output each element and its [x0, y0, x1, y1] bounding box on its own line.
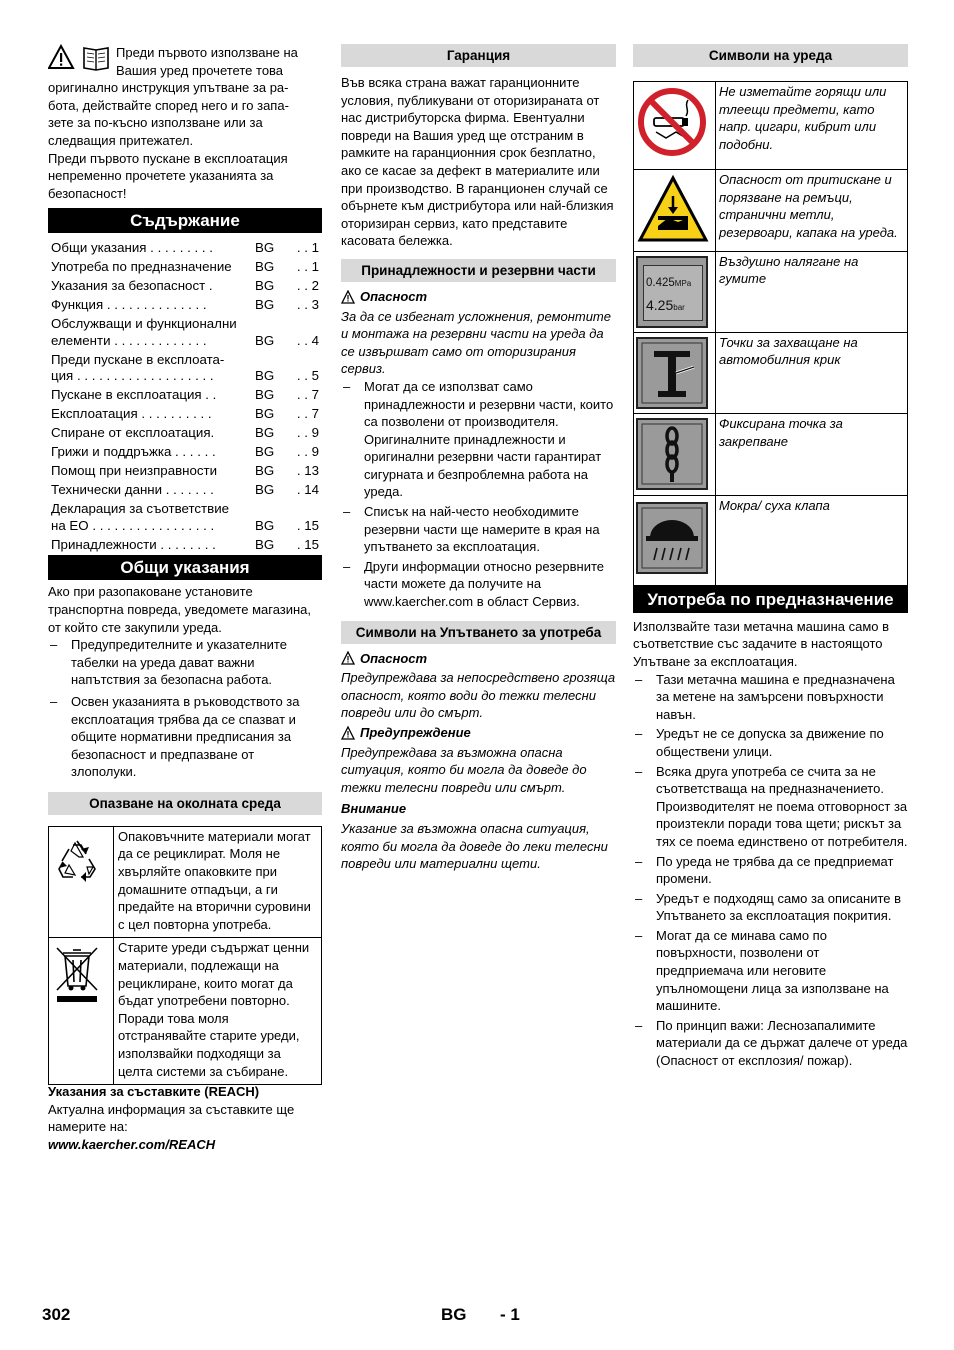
- intro-line: следващия притежател.: [48, 132, 194, 148]
- toc-entry-lang: BG: [255, 387, 275, 403]
- symbol-description: Не изметайте горящи или тлеещи предмети, като напр. цигари, кибрит или подобни.: [716, 82, 908, 170]
- toc-entry-page: [288, 314, 322, 333]
- column-2: [341, 44, 616, 873]
- intro-line: Преди първото използване на: [116, 45, 298, 60]
- toc-entry-lang: [252, 314, 288, 333]
- toc-entry-page: . . 2: [296, 278, 319, 294]
- list-item: – Могат да се минава само по повърхности, позволени от предприемача или неговите упълномощени лица за използване на машините.: [633, 927, 908, 1015]
- warning-label-text: Предупреждение: [360, 725, 471, 740]
- table-row: [49, 938, 322, 1085]
- toc-entry-page: [288, 499, 322, 518]
- read-manual-icons: [48, 44, 112, 74]
- toc-entry-page: . . 4: [296, 332, 319, 348]
- toc-entry-page: . . 9: [296, 425, 319, 441]
- toc-row[interactable]: [48, 240, 322, 257]
- intro-line: зете за по-късно използване или за: [48, 115, 263, 131]
- danger-label: [341, 650, 616, 668]
- toc-row[interactable]: [48, 404, 322, 423]
- toc-entry-title: Помощ при неизправности: [51, 463, 218, 479]
- toc-entry-lang: BG: [255, 406, 275, 422]
- toc-entry-page: . . 7: [296, 387, 319, 403]
- toc-entry-page: . 15: [296, 517, 319, 533]
- wet-dry-flap-icon: [636, 502, 708, 574]
- toc-entry-title: Преди пускане в експлоата-: [51, 351, 225, 367]
- symbol-description: Мокра/ суха клапа: [716, 495, 908, 585]
- manual-book-icon: [84, 48, 108, 70]
- table-row: [634, 251, 908, 332]
- symbol-description: Точки за захващане на автомобилния крик: [716, 332, 908, 414]
- list-item: – По принцип важи: Леснозапалимите материали да се държат далече от уреда (Опасност от експлозия/ пожар).: [633, 1017, 908, 1070]
- warning-triangle-icon: [341, 651, 355, 665]
- column-3: [633, 44, 908, 1070]
- toc-entry-lang: BG: [255, 297, 275, 313]
- toc-row[interactable]: [48, 442, 322, 461]
- footer-language: BG: [441, 1305, 467, 1324]
- list-item: – По уреда не трябва да се предприемат промени.: [633, 853, 908, 888]
- warning-label: [341, 724, 616, 742]
- toc-entry-lang: BG: [255, 259, 275, 275]
- crossed-bin-icon: [53, 944, 101, 1008]
- toc-entry-page: . . 7: [296, 406, 319, 422]
- toc-entry-page: . . 1: [296, 240, 319, 256]
- toc-entry-page: . . 3: [296, 297, 319, 313]
- list-item: – Други информации относно резервните части можете да получите на www.kaercher.com в област Сервиз.: [341, 558, 616, 611]
- toc-row[interactable]: [48, 349, 322, 368]
- toc-entry-page: . . 9: [296, 444, 319, 460]
- toc-entry-lang: BG: [255, 425, 275, 441]
- recycle-icon: [53, 837, 101, 885]
- toc-row[interactable]: [48, 461, 322, 480]
- accessories-heading: Принадлежности и резервни части: [341, 259, 616, 282]
- toc-entry-title: Технически данни . . . . . . .: [51, 482, 214, 498]
- warning-triangle-icon: [341, 290, 355, 304]
- toc-entry-title: Принадлежности . . . . . . . .: [51, 536, 216, 552]
- table-of-contents: [48, 240, 322, 553]
- intended-use-heading: Употреба по предназначение: [633, 586, 908, 613]
- toc-entry-title: Пускане в експлоатация . .: [51, 387, 217, 403]
- symbol-description: Фиксирана точка за закрепване: [716, 414, 908, 496]
- intended-use-text: Използвайте тази метачна машина само в съответствие със задачите в настоящото Упътване за експлоатация.: [633, 618, 890, 669]
- intro-line: бота, действайте според него и го запа-: [48, 97, 289, 113]
- toc-entry-page: . . 1: [296, 259, 319, 275]
- reach-text: Актуална информация за съставките ще намерите на:: [48, 1101, 295, 1135]
- warning-triangle-icon: [341, 726, 355, 740]
- danger-text: Предупреждава за непосредствено грозяща опасност, която води до тежки телесни повреди или до смърт.: [341, 670, 616, 721]
- toc-entry-lang: [252, 349, 288, 368]
- symbol-description: Въздушно налягане на гумите: [716, 251, 908, 332]
- toc-row[interactable]: [48, 368, 322, 385]
- tie-down-point-icon: [636, 418, 708, 490]
- crush-hazard-icon: [636, 174, 710, 246]
- environment-text: Старите уреди съдържат ценни материали, подлежащи на рециклиране, които могат да бъдат употребени повторно. Поради това моля отстранявайте старите уреди, използвайки подходящи за целта системи за събиране.: [114, 938, 322, 1085]
- tyre-pressure-icon: [636, 256, 708, 328]
- toc-entry-page: [288, 349, 322, 368]
- toc-entry-lang: BG: [255, 332, 275, 348]
- intro-block: [48, 44, 322, 79]
- toc-entry-lang: BG: [255, 536, 275, 552]
- warranty-heading: Гаранция: [341, 44, 616, 67]
- reach-link[interactable]: www.kaercher.com/REACH: [48, 1136, 216, 1152]
- list-item: – Уредът е подходящ само за описаните в Упътването за експлоатация покрития.: [633, 890, 908, 925]
- symbol-description: Опасност от притискане и порязване на ремъци, странични метли, резервоари, капака на уреда.: [716, 170, 908, 252]
- list-item: – Уредът не се допуска за движение по обществени улици.: [633, 725, 908, 760]
- toc-row[interactable]: [48, 257, 322, 276]
- gauge-bar-value: 4.25: [646, 296, 674, 313]
- toc-entry-lang: BG: [255, 517, 275, 533]
- intro-line: Вашия уред прочетете това: [116, 62, 284, 78]
- toc-entry-lang: BG: [255, 240, 275, 256]
- toc-heading: Съдържание: [48, 208, 322, 233]
- toc-entry-title: Указания за безопасност .: [51, 278, 213, 294]
- toc-entry-page: . . 5: [296, 368, 319, 384]
- intro-line: оригинално инструкция упътване за ра-: [48, 80, 289, 96]
- gauge-bar-unit: bar: [673, 302, 685, 312]
- toc-row[interactable]: [48, 518, 322, 535]
- toc-row[interactable]: [48, 276, 322, 295]
- list-item: – Списък на най-често необходимите резервни части ще намерите в края на упътването за експлоатация.: [341, 503, 616, 556]
- toc-entry-title: Общи указания . . . . . . . . .: [51, 240, 213, 256]
- table-row: [634, 332, 908, 414]
- danger-label: [341, 288, 616, 306]
- toc-entry-title: Функция . . . . . . . . . . . . . .: [51, 297, 207, 313]
- column-1: [48, 44, 322, 1154]
- toc-entry-page: . 13: [296, 463, 319, 479]
- environment-table: [48, 826, 322, 1085]
- toc-row[interactable]: [48, 534, 322, 553]
- caution-label: Внимание: [341, 801, 407, 817]
- toc-row[interactable]: [48, 333, 322, 350]
- toc-entry-page: . 14: [296, 482, 319, 498]
- table-row: [634, 495, 908, 585]
- list-item: – Могат да се използват само принадлежности и резервни части, които са позволени от производителя. Оригиналните принадлежности и оригинални резервни части гарантират сигурната и безпроблемна работа на уреда.: [341, 378, 616, 501]
- toc-entry-title: Експлоатация . . . . . . . . . .: [51, 406, 212, 422]
- accessories-danger-text: За да се избегнат усложнения, ремонтите и монтажа на резервни части на уреда да се извършват само от оторизирания сервиз.: [341, 308, 611, 377]
- gauge-mpa-value: 0.425: [646, 276, 675, 289]
- table-row: [634, 170, 908, 252]
- no-burning-objects-icon: [636, 86, 708, 158]
- warning-triangle-icon: [48, 44, 112, 72]
- toc-entry-title: Грижи и поддръжка . . . . . .: [51, 444, 216, 460]
- toc-entry-lang: BG: [255, 482, 275, 498]
- table-row: [634, 414, 908, 496]
- device-symbols-heading: Символи на уреда: [633, 44, 908, 67]
- danger-label-text: Опасност: [360, 650, 428, 666]
- danger-label-text: Опасност: [360, 288, 428, 304]
- toc-row[interactable]: [48, 480, 322, 499]
- toc-row[interactable]: [48, 314, 322, 333]
- list-item: – Освен указанията в ръководството за експлоатация трябва да се спазват и общите нормативни предписания за безопасност и предпазване от злополуки.: [48, 693, 322, 781]
- environment-text: Опаковъчните материали могат да се рециклират. Моля не хвърляйте опаковките при домашните отпадъци, а ги предайте на вторични суровини с цел повторна употреба.: [114, 826, 322, 938]
- toc-row[interactable]: [48, 499, 322, 518]
- gauge-mpa-unit: MPa: [674, 278, 692, 288]
- toc-row[interactable]: [48, 423, 322, 442]
- toc-entry-lang: BG: [255, 463, 275, 479]
- intro-safety-text: Преди първото пускане в експлоатация непременно прочетете указанията за безопасност!: [48, 150, 288, 201]
- general-paragraph: Ако при разопаковане установите транспортна повреда, уведомете магазина, от който сте закупили уреда.: [48, 584, 312, 635]
- table-row: [634, 82, 908, 170]
- toc-entry-title: елементи . . . . . . . . . . . . .: [51, 332, 207, 348]
- toc-row[interactable]: [48, 385, 322, 404]
- toc-row[interactable]: [48, 295, 322, 314]
- toc-entry-lang: BG: [255, 278, 275, 294]
- toc-entry-lang: [252, 499, 288, 518]
- jack-point-icon: [636, 337, 708, 409]
- toc-entry-page: . 15: [296, 536, 319, 552]
- toc-entry-title: на ЕО . . . . . . . . . . . . . . . . .: [51, 517, 215, 533]
- device-symbols-table: [633, 81, 908, 586]
- toc-entry-lang: BG: [255, 368, 275, 384]
- warranty-text: Във всяка страна важат гаранционните условия, публикувани от оторизираната от нас дистрибуторска фирма. Евентуални повреди на Вашия уред ще отстраним в рамките на гаранционния срок безплатно, ако се касае за дефект в материалите или при производство. В гаранционен случай се обърнете към дистрибутора или най-близкия оторизиран сервиз, като представите касовата бележка.: [341, 75, 614, 249]
- warning-text: Предупреждава за възможна опасна ситуация, която би могла да доведе до тежки телесни повреди или смърт.: [341, 744, 587, 795]
- toc-entry-lang: BG: [255, 444, 275, 460]
- toc-entry-title: Декларация за съответствие: [51, 501, 230, 517]
- list-item: – Всяка друга употреба се счита за не съответстваща на предназначението. Производителят не поема отговорност за произтекли поради това щети; рискът за тях се поема единствено от потребителя.: [633, 763, 908, 851]
- reach-heading: Указания за съставките (REACH): [48, 1084, 260, 1100]
- list-item: – Предупредителните и указателните табелки на уреда дават важни напътствия за безопасна работа.: [48, 636, 322, 689]
- manual-symbols-heading: Символи на Упътването за употреба: [341, 621, 616, 644]
- page-number: 302: [42, 1305, 71, 1324]
- general-heading: Общи указания: [48, 555, 322, 580]
- toc-entry-title: ция . . . . . . . . . . . . . . . . . . .: [51, 368, 214, 384]
- toc-entry-title: Обслужващи и функционални: [51, 316, 237, 332]
- list-item: – Тази метачна машина е предназначена за метене на замърсени повърхности навън.: [633, 671, 908, 724]
- table-row: [49, 826, 322, 938]
- toc-entry-title: Употреба по предназначение: [51, 259, 232, 275]
- environment-heading: Опазване на околната среда: [48, 792, 322, 815]
- toc-entry-title: Спиране от експлоатация.: [51, 425, 215, 441]
- caution-text: Указание за възможна опасна ситуация, която би могла да доведе до леки телесни повреди или материални щети.: [341, 820, 608, 872]
- footer-page-suffix: - 1: [500, 1305, 520, 1324]
